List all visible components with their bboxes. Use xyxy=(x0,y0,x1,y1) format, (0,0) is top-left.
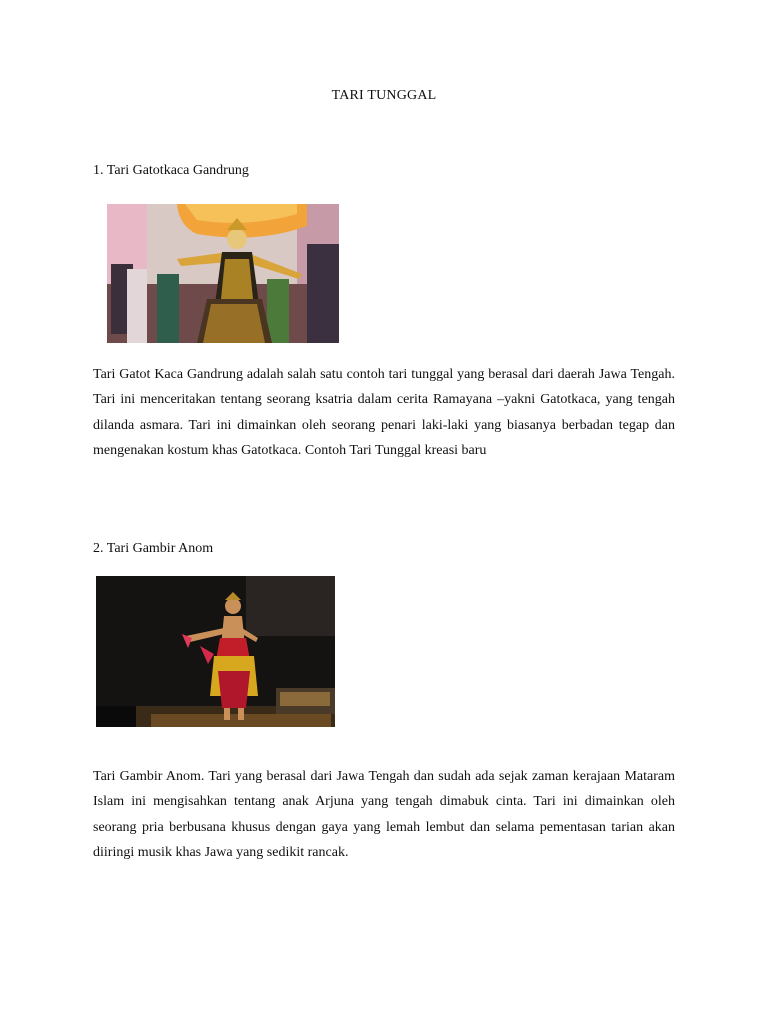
section-1-heading: 1. Tari Gatotkaca Gandrung xyxy=(93,163,249,178)
page-title: TARI TUNGGAL xyxy=(331,88,437,103)
section-2-heading: 2. Tari Gambir Anom xyxy=(93,541,214,556)
section-2-paragraph: Tari Gambir Anom. Tari yang berasal dari Jawa Tengah dan sudah ada sejak zaman kerajaan Mataram Islam ini mengisahkan tentang anak Arjuna yang tengah dimabuk cinta. Tari ini dimainkan oleh seorang pria berbusana khusus dengan gaya yang lemah lembut dan selama pementasan tarian akan diiringi musik khas Jawa yang sedikit rancak. xyxy=(93,769,675,860)
photo-gatotkaca-dancer xyxy=(107,204,339,343)
photo-gambir-anom-dancer xyxy=(96,576,335,727)
section-1-paragraph: Tari Gatot Kaca Gandrung adalah salah satu contoh tari tunggal yang berasal dari daerah Jawa Tengah. Tari ini menceritakan tentang seorang ksatria dalam cerita Ramayana –yakni Gatotkaca, yang tengah dilanda asmara. Tari ini dimainkan oleh seorang penari laki-laki yang biasanya berbadan tegap dan mengenakan kostum khas Gatotkaca. Contoh Tari Tunggal kreasi baru xyxy=(93,367,675,458)
